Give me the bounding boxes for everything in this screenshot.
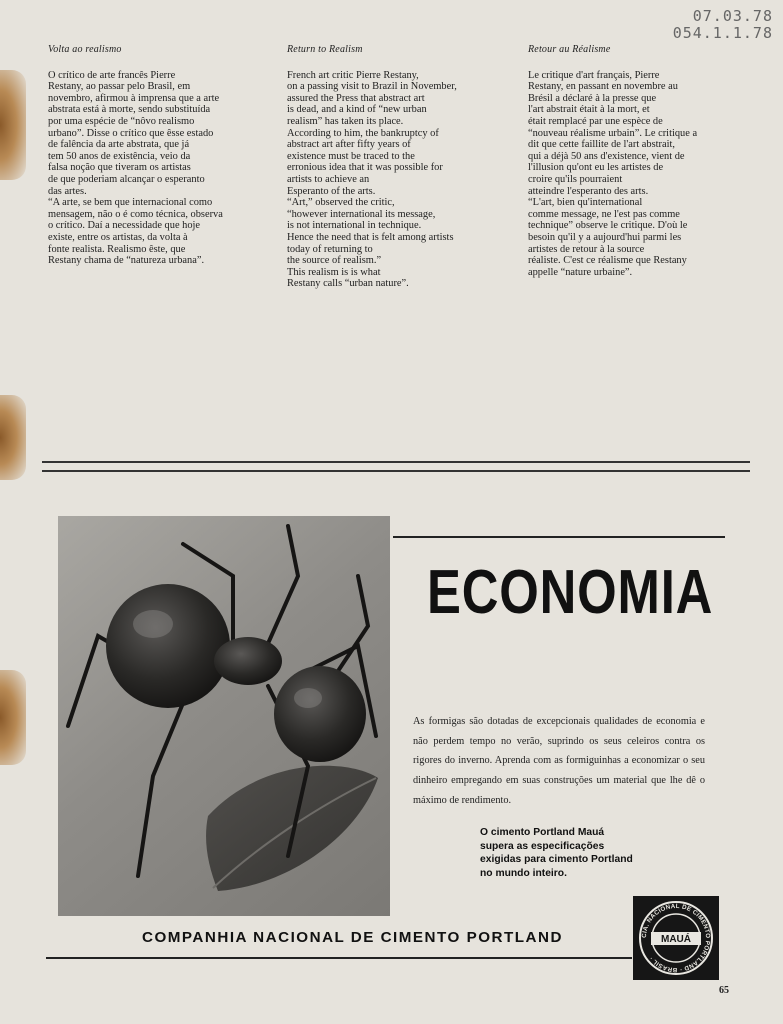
ant-illustration (58, 516, 390, 916)
article-column-portuguese (48, 44, 274, 267)
article-body: French art critic Pierre Restany, on a passing visit to Brazil in November, assured the Press that abstract art is dead, and a kind of “new urban realism” has taken its place. According to him, the bankruptcy of abstract art after fifty years of existence must be traced to the erronious idea that it was possible for artists to achieve an Esperanto of the arts. “Art,” observed the critic, “however international its message, is not international in technique. Hence the need that is felt among artists today of returning to the source of realism.” This realism is is what Restany calls “urban nature”. (287, 69, 457, 290)
edge-stain (0, 670, 26, 765)
ad-headline: ECONOMIA (427, 558, 714, 627)
ant-on-leaf-photo (58, 516, 390, 916)
svg-text:CIA. NACIONAL DE CIMENTO PORTL: CIA. NACIONAL DE CIMENTO PORTLAND · BRASIL · (640, 902, 712, 974)
edge-stain (0, 70, 26, 180)
article-body: Le critique d'art français, Pierre Restany, en passant en novembre au Brésil a déclaré à la presse que l'art abstrait était à la mort, et était remplacé par une espèce de “nouveau réalisme urbain”. Le critique a dit que cette faillite de l'art abstrait, qui a déjà 50 ans d'existence, vient de l'illusion qu'ont eu les artistes de croire qu'ils pourraient atteindre l'esperanto des arts. “L'art, bien qu'international comme message, ne l'est pas comme technique” observe le critique. D'où le besoin qu'il y a aujourd'hui parmi les artistes de retour à la source réaliste. C'est ce réalisme que Restany appelle “nature urbaine”. (528, 69, 698, 278)
handwritten-note-line: 07.03.78 (692, 7, 773, 25)
article-title: Retour au Réalisme (528, 44, 611, 55)
page-number: 65 (719, 985, 729, 996)
ad-bottom-rule (46, 957, 632, 959)
article-column-french (528, 44, 754, 278)
article-body: O crítico de arte francês Pierre Restany, ao passar pelo Brasil, em novembro, afirmou à imprensa que a arte abstrata está à morte, sendo substituída por uma espécie de “nôvo realismo urbano”. Disse o crítico que êsse estado de falência da arte abstrata, que já tem 50 anos de existência, veio da falsa noção que tiveram os artistas de que poderiam alcançar o esperanto das artes. “A arte, se bem que internacional como mensagem, não o é como técnica, observa o crítico. Daí a necessidade que hoje existe, entre os artistas, da volta à fonte realista. Realismo êste, que Restany chama de “natureza urbana”. (48, 69, 223, 267)
edge-stain (0, 395, 26, 480)
section-divider (42, 461, 750, 472)
ad-body-copy: As formigas são dotadas de excepcionais qualidades de economia e não perdem tempo no verão, suprindo os seus celeiros contra os rigores do inverno. Aprenda com as formiguinhas a economizar o seu dinheiro empregando em suas construções um material que lhe dê o máximo de rendimento. (413, 716, 705, 806)
article-title: Volta ao realismo (48, 44, 122, 55)
svg-text:MAUÁ: MAUÁ (661, 934, 691, 945)
article-column-english (287, 44, 513, 290)
article-title: Return to Realism (287, 44, 363, 55)
company-name: COMPANHIA NACIONAL DE CIMENTO PORTLAND (142, 929, 563, 946)
handwritten-archive-note (673, 8, 773, 42)
ad-tagline: O cimento Portland Mauá supera as especificações exigidas para cimento Portland no mundo inteiro. (480, 827, 633, 879)
ad-top-rule (393, 536, 725, 538)
seal-emblem-icon (633, 896, 719, 980)
maua-logo-seal (633, 896, 719, 980)
handwritten-note-line: 054.1.1.78 (672, 24, 773, 42)
